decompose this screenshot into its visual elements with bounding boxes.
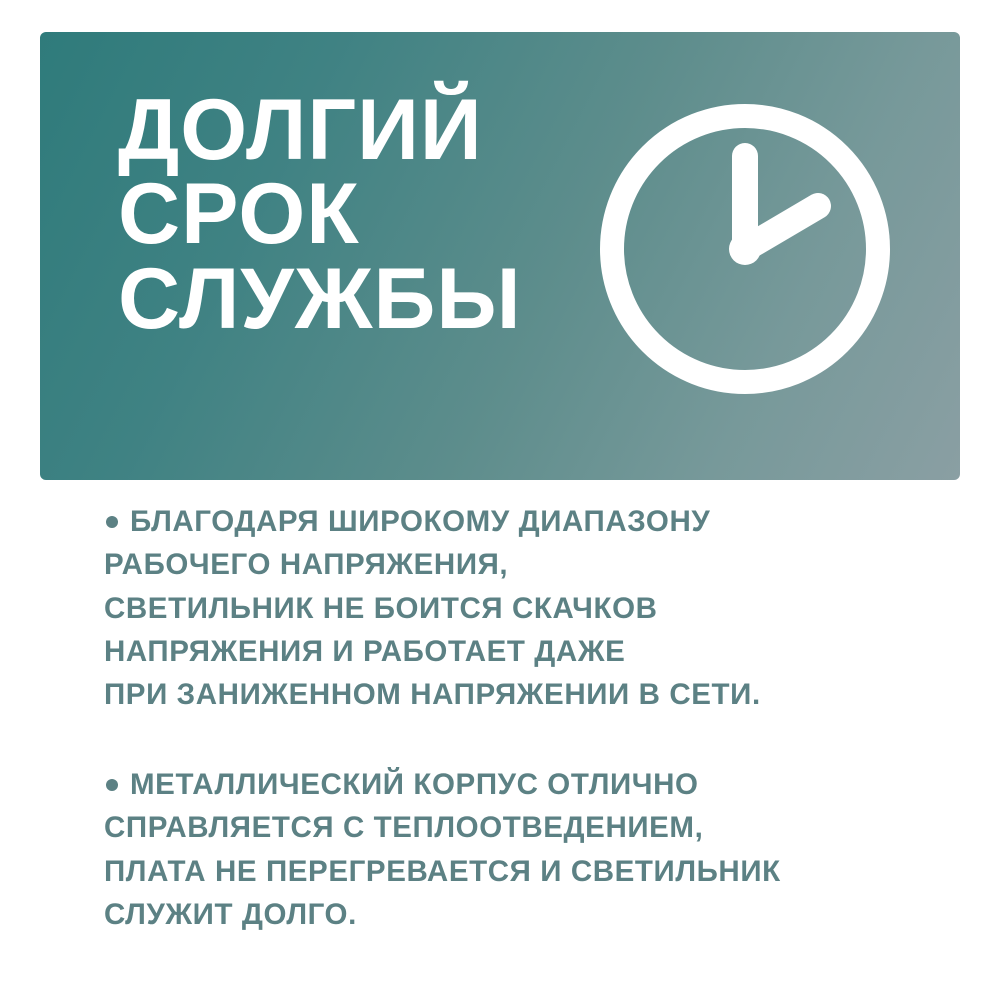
feature-line: РАБОЧЕГО НАПРЯЖЕНИЯ,: [104, 548, 509, 582]
bullet-icon: [106, 779, 118, 791]
feature-line: [104, 500, 934, 543]
feature-item: [104, 763, 934, 936]
bullet-icon: [106, 516, 118, 528]
feature-line: СВЕТИЛЬНИК НЕ БОИТСЯ СКАЧКОВ: [104, 591, 658, 625]
hero-title-line-2: СРОК: [118, 166, 360, 263]
feature-line: НАПРЯЖЕНИЯ И РАБОТАЕТ ДАЖЕ: [104, 635, 626, 669]
hero-title: [118, 82, 522, 347]
feature-item: [104, 500, 934, 717]
hero-title-line-1: ДОЛГИЙ: [118, 82, 483, 178]
hero-banner: [40, 32, 960, 480]
clock-icon: [590, 84, 900, 414]
feature-line: [104, 763, 934, 806]
feature-line: ПЛАТА НЕ ПЕРЕГРЕВАЕТСЯ И СВЕТИЛЬНИК: [104, 854, 781, 888]
feature-list: [104, 500, 934, 936]
feature-line: ПРИ ЗАНИЖЕННОМ НАПРЯЖЕНИИ В СЕТИ.: [104, 678, 761, 712]
feature-line-text: БЛАГОДАРЯ ШИРОКОМУ ДИАПАЗОНУ: [130, 505, 711, 538]
feature-line: СПРАВЛЯЕТСЯ С ТЕПЛООТВЕДЕНИЕМ,: [104, 811, 704, 845]
hero-title-line-3: СЛУЖБЫ: [118, 250, 522, 347]
feature-line: СЛУЖИТ ДОЛГО.: [104, 897, 357, 931]
feature-line-text: МЕТАЛЛИЧЕСКИЙ КОРПУС ОТЛИЧНО: [130, 767, 699, 801]
